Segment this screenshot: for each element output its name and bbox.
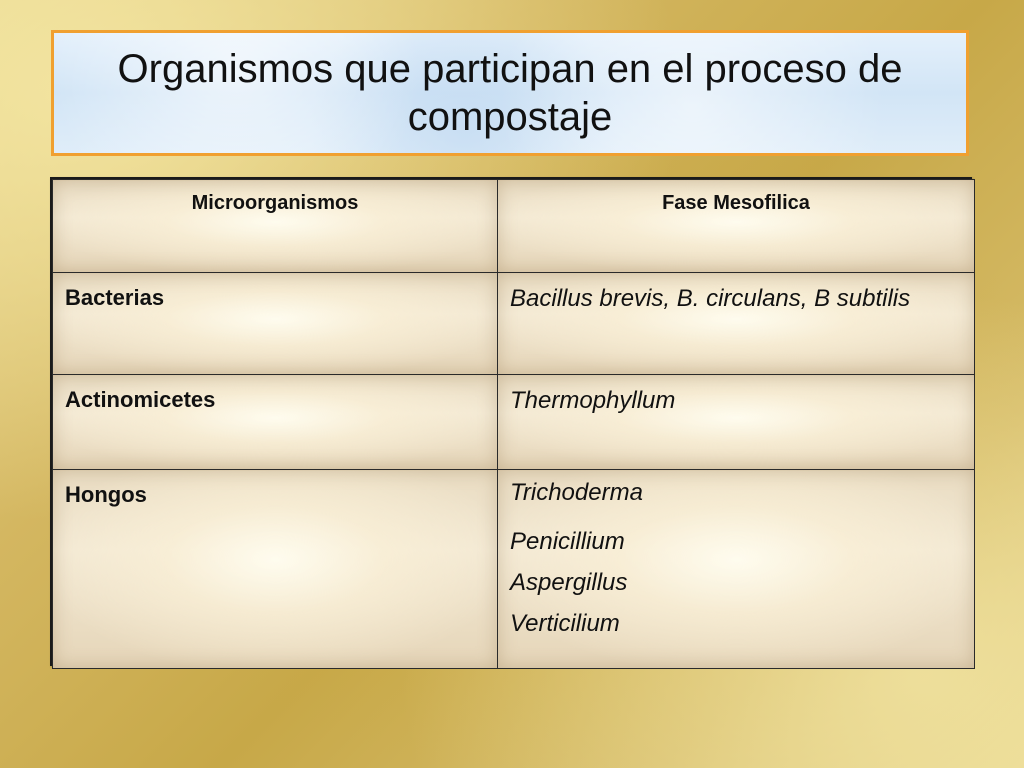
title-box <box>51 30 969 156</box>
species-cell-hongos <box>498 470 975 669</box>
slide-title: Organismos que participan en el proceso de compostaje <box>117 47 903 139</box>
organism-cell-bacterias: Bacterias <box>53 273 498 375</box>
species-cell-actinomicetes: Thermophyllum <box>498 375 975 470</box>
organisms-table-container <box>50 177 972 666</box>
table-row <box>53 273 975 375</box>
table-row <box>53 470 975 669</box>
species-item: Penicillium <box>510 528 625 555</box>
species-item: Verticilium <box>510 610 620 637</box>
species-item: Trichoderma <box>510 479 643 506</box>
species-cell-bacterias: Bacillus brevis, B. circulans, B subtilis <box>498 273 975 375</box>
organism-cell-hongos: Hongos <box>53 470 498 669</box>
table-header-row <box>53 180 975 273</box>
organism-cell-actinomicetes: Actinomicetes <box>53 375 498 470</box>
organisms-table <box>52 179 975 669</box>
species-item: Aspergillus <box>510 569 628 596</box>
table-row <box>53 375 975 470</box>
header-microorganismos: Microorganismos <box>53 180 498 273</box>
header-fase-mesofilica: Fase Mesofilica <box>498 180 975 273</box>
